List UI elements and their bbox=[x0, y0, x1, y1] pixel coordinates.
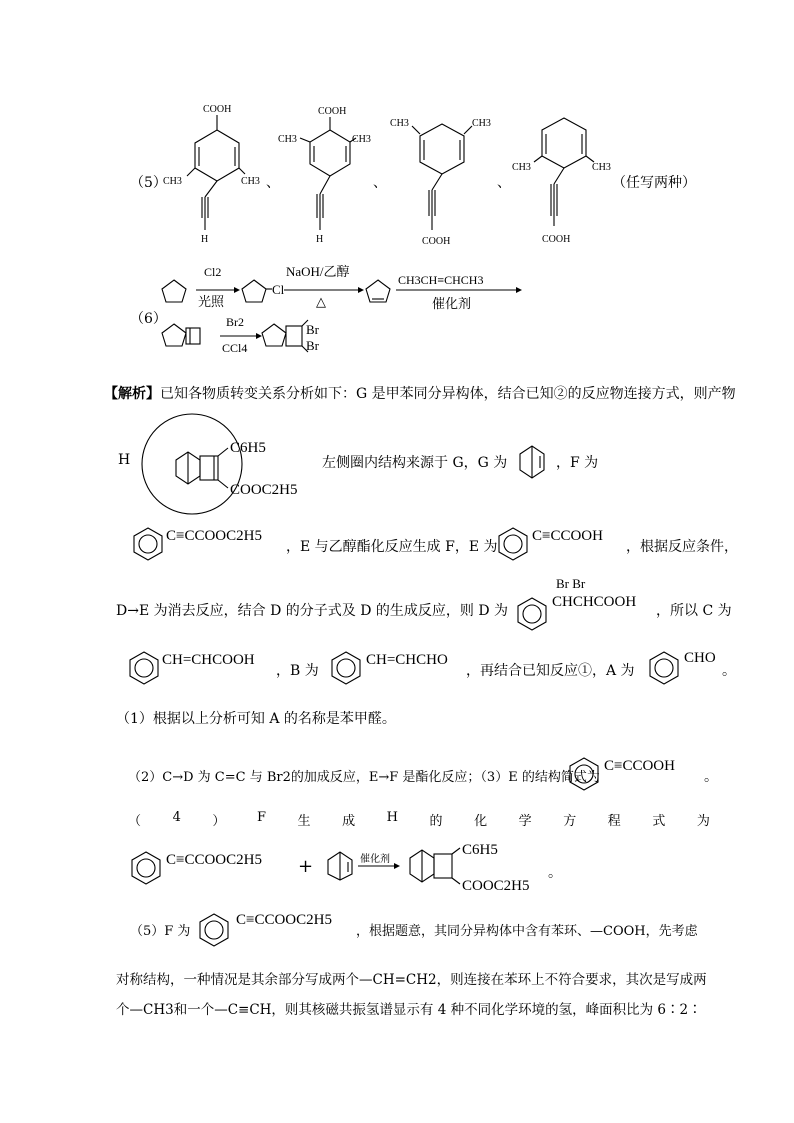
cooh-label: COOH bbox=[203, 104, 232, 115]
char: 化 bbox=[474, 814, 488, 829]
catalyst-label: 催化剂 bbox=[432, 296, 472, 311]
cooh-label: COOH bbox=[318, 106, 347, 117]
f-tail: ，F 为 bbox=[556, 455, 599, 471]
h-structure bbox=[138, 412, 338, 522]
d-br: Br Br bbox=[556, 576, 586, 591]
isomer-structure-2 bbox=[278, 102, 388, 262]
phenyl-answer3 bbox=[566, 756, 602, 792]
d-text: D→E 为消去反应，结合 D 的分子式及 D 的生成反应，则 D 为 bbox=[116, 603, 508, 619]
h-label: H bbox=[118, 452, 131, 468]
br-label-2: Br bbox=[306, 338, 319, 353]
ch3-right: CH3 bbox=[352, 134, 371, 145]
synthesis-route bbox=[150, 262, 530, 362]
answer-5-line3: 个—CH3和一个—C≡CH，则其核磁共振氢谱显示有 4 种不同化学环境的氢，峰面积比为 6∶2∶ bbox=[116, 1002, 702, 1018]
isomer-structure-4 bbox=[512, 108, 622, 253]
cl2-label: Cl2 bbox=[204, 265, 222, 279]
f-formula: C≡CCOOC2H5 bbox=[166, 528, 262, 544]
char: 式 bbox=[652, 814, 666, 829]
answer-5-formula: C≡CCOOC2H5 bbox=[236, 912, 332, 928]
ch3-right: CH3 bbox=[241, 176, 260, 187]
h-note: 左侧圈内结构来源于 G，G 为 bbox=[322, 455, 508, 471]
char: 成 bbox=[342, 814, 356, 829]
br2-label: Br2 bbox=[226, 315, 244, 329]
br-label-1: Br bbox=[306, 322, 319, 337]
eq-norbornadiene bbox=[324, 848, 356, 882]
eq-left: C≡CCOOC2H5 bbox=[166, 852, 262, 868]
eq-cooc2h5: COOC2H5 bbox=[462, 878, 530, 894]
ch3-left: CH3 bbox=[278, 134, 297, 145]
analysis-tag: 【解析】 bbox=[104, 386, 160, 402]
eq-catalyst: 催化剂 bbox=[360, 854, 390, 865]
e-formula: C≡CCOOH bbox=[532, 528, 603, 544]
section5-note: （任写两种） bbox=[612, 175, 696, 191]
c-formula: CH=CHCOOH bbox=[162, 652, 255, 668]
char: F bbox=[256, 810, 266, 825]
ch3-left: CH3 bbox=[163, 176, 182, 187]
ch3-left: CH3 bbox=[512, 162, 531, 173]
phenyl-a bbox=[646, 650, 682, 686]
char: 的 bbox=[429, 814, 443, 829]
char: 方 bbox=[563, 814, 577, 829]
char: 学 bbox=[518, 814, 532, 829]
char: 程 bbox=[607, 814, 621, 829]
section6-label: （6） bbox=[130, 311, 167, 327]
naoh-label: NaOH/乙醇 bbox=[286, 264, 350, 279]
b-formula: CH=CHCHO bbox=[366, 652, 448, 668]
g-structure bbox=[512, 440, 552, 480]
eq-arrow bbox=[358, 862, 402, 870]
answer-5-line2: 对称结构，一种情况是其余部分写成两个—CH=CH2，则连接在苯环上不符合要求，其次是写成两 bbox=[116, 972, 707, 988]
isomer-structure-1 bbox=[155, 100, 275, 260]
separator: 、 bbox=[373, 175, 387, 191]
char: （ bbox=[128, 814, 142, 829]
eq-tail: 。 bbox=[548, 865, 562, 881]
char: ） bbox=[212, 814, 226, 829]
ch3-left: CH3 bbox=[390, 118, 409, 129]
phenyl-eq bbox=[128, 850, 164, 886]
answer-3-tail: 。 bbox=[704, 769, 718, 785]
char: 为 bbox=[696, 814, 710, 829]
char: H bbox=[386, 810, 398, 825]
cooh-tail: COOH bbox=[542, 234, 571, 245]
answer-5-text: ，根据题意，其同分异构体中含有苯环、—COOH，先考虑 bbox=[356, 924, 698, 939]
a-formula: CHO bbox=[684, 650, 716, 666]
phenyl-f bbox=[130, 526, 166, 562]
phenyl-c bbox=[126, 650, 162, 686]
cl-label: Cl bbox=[272, 282, 285, 297]
e-tail: ，根据反应条件， bbox=[626, 539, 738, 555]
separator: 、 bbox=[497, 175, 511, 191]
h-tail: H bbox=[316, 234, 324, 245]
light-label: 光照 bbox=[198, 294, 225, 309]
section5-label: （5） bbox=[130, 175, 167, 191]
butyne-label: CH3CH≡CHCH3 bbox=[398, 273, 484, 287]
e-text: ，E 与乙醇酯化反应生成 F，E 为 bbox=[286, 539, 498, 555]
phenyl-b bbox=[328, 650, 364, 686]
eq-plus: + bbox=[298, 856, 314, 877]
char: 生 bbox=[297, 814, 311, 829]
isomer-structure-3 bbox=[390, 112, 500, 252]
answer-5-label: （5）F 为 bbox=[130, 924, 191, 939]
analysis-intro-text: 已知各物质转变关系分析如下：G 是甲苯同分异构体，结合已知②的反应物连接方式，则产物 bbox=[160, 386, 736, 402]
a-text: ，再结合已知反应①，A 为 bbox=[466, 663, 635, 679]
c6h5-label: C6H5 bbox=[230, 440, 266, 456]
separator: 、 bbox=[266, 175, 280, 191]
h-tail: H bbox=[201, 234, 209, 245]
heat-label: △ bbox=[316, 294, 326, 309]
eq-c6h5: C6H5 bbox=[462, 842, 498, 858]
a-tail: 。 bbox=[722, 663, 736, 679]
d-formula: CHCHCOOH bbox=[552, 594, 637, 610]
ch3-right: CH3 bbox=[472, 118, 491, 129]
answer-2: （2）C→D 为 C=C 与 Br2的加成反应，E→F 是酯化反应；（3）E 的结构简式为 bbox=[128, 770, 600, 785]
answer-1: （1）根据以上分析可知 A 的名称是苯甲醛。 bbox=[116, 711, 396, 727]
char: 4 bbox=[172, 810, 181, 825]
cooc2h5-label: COOC2H5 bbox=[230, 482, 298, 498]
b-text: ，B 为 bbox=[276, 663, 319, 679]
ccl4-label: CCl4 bbox=[222, 341, 248, 355]
eq-product bbox=[406, 838, 556, 898]
answer-3-formula: C≡CCOOH bbox=[604, 758, 675, 774]
phenyl-e bbox=[495, 526, 531, 562]
answer-4-heading bbox=[128, 810, 710, 829]
analysis-intro bbox=[104, 383, 736, 403]
phenyl-answer5 bbox=[196, 912, 232, 948]
phenyl-d bbox=[514, 596, 550, 632]
ch3-right: CH3 bbox=[592, 162, 611, 173]
cooh-tail: COOH bbox=[422, 236, 451, 247]
d-tail: ，所以 C 为 bbox=[656, 603, 732, 619]
